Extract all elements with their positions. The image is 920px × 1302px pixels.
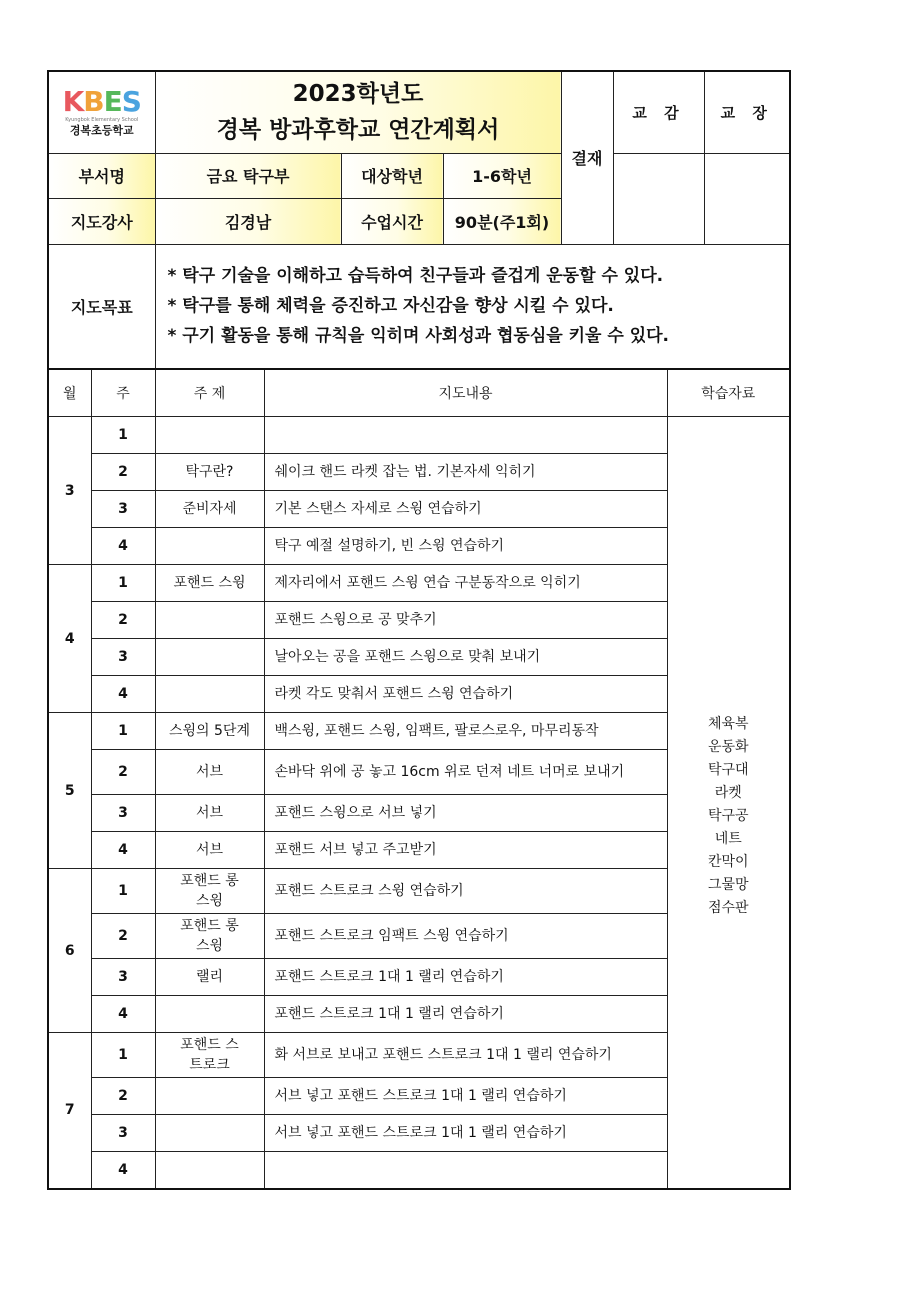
schedule-header-row [48,369,790,417]
goals-list [155,244,790,369]
content-cell: 백스윙, 포핸드 스윙, 임팩트, 팔로스로우, 마무리동작 [264,713,667,750]
content-cell: 손바닥 위에 공 놓고 16cm 위로 던져 네트 너머로 보내기 [264,750,667,795]
topic-cell: 준비자세 [155,491,264,528]
material-item: 운동화 [707,738,749,755]
content-cell: 서브 넣고 포핸드 스트로크 1대 1 랠리 연습하기 [264,1078,667,1115]
goal-item: * 구기 활동을 통해 규칙을 익히며 사회성과 협동심을 키울 수 있다. [167,326,670,347]
topic-cell: 포핸드 롱 스윙 [155,869,264,914]
month-cell: 5 [48,713,91,869]
grade-value: 1-6학년 [443,153,561,198]
material-item: 점수판 [707,899,749,916]
topic-cell [155,602,264,639]
signature-box-vice-principal[interactable] [613,153,704,244]
schedule-table [47,368,791,1190]
school-logo [48,71,155,153]
content-cell: 라켓 각도 맞춰서 포핸드 스윙 연습하기 [264,676,667,713]
content-cell: 포핸드 스트로크 임팩트 스윙 연습하기 [264,914,667,959]
class-time-label: 수업시간 [341,198,443,244]
content-cell [264,1152,667,1189]
content-cell: 서브 넣고 포핸드 스트로크 1대 1 랠리 연습하기 [264,1115,667,1152]
content-cell: 포핸드 스윙으로 서브 넣기 [264,795,667,832]
material-item: 체육복 [707,715,749,732]
topic-cell [155,639,264,676]
table-row [48,417,790,454]
material-item: 네트 [714,830,742,847]
week-cell: 3 [91,491,155,528]
content-cell: 포핸드 스트로크 1대 1 랠리 연습하기 [264,996,667,1033]
topic-cell: 서브 [155,750,264,795]
instructor-label: 지도강사 [48,198,155,244]
week-cell: 4 [91,1152,155,1189]
topic-cell: 포핸드 스트로크 [155,1033,264,1078]
column-header-month: 월 [48,369,91,417]
topic-cell: 서브 [155,832,264,869]
materials-cell [667,417,790,1189]
goal-item: * 탁구를 통해 체력을 증진하고 자신감을 향상 시킬 수 있다. [167,296,614,317]
month-cell: 3 [48,417,91,565]
week-cell: 2 [91,914,155,959]
column-header-materials: 학습자료 [667,369,790,417]
week-cell: 4 [91,528,155,565]
week-cell: 1 [91,1033,155,1078]
week-cell: 1 [91,713,155,750]
header-table [47,70,791,370]
month-cell: 7 [48,1033,91,1189]
material-item: 탁구대 [707,761,749,778]
topic-cell [155,528,264,565]
instructor-value: 김경남 [155,198,341,244]
week-cell: 3 [91,1115,155,1152]
topic-cell: 탁구란? [155,454,264,491]
content-cell: 기본 스탠스 자세로 스윙 연습하기 [264,491,667,528]
content-cell: 날아오는 공을 포핸드 스윙으로 맞춰 보내기 [264,639,667,676]
approver-vice-principal: 교 감 [613,71,704,153]
week-cell: 3 [91,639,155,676]
topic-cell: 랠리 [155,959,264,996]
week-cell: 3 [91,795,155,832]
goal-item: * 탁구 기술을 이해하고 습득하여 친구들과 즐겁게 운동할 수 있다. [167,266,664,287]
column-header-week: 주 [91,369,155,417]
week-cell: 2 [91,454,155,491]
topic-cell [155,676,264,713]
week-cell: 1 [91,869,155,914]
topic-cell [155,1115,264,1152]
material-item: 칸막이 [707,853,749,870]
content-cell [264,417,667,454]
content-cell: 쉐이크 핸드 라켓 잡는 법. 기본자세 익히기 [264,454,667,491]
class-time-value: 90분(주1회) [443,198,561,244]
week-cell: 2 [91,1078,155,1115]
topic-cell [155,1078,264,1115]
logo-korean-name: 경복초등학교 [69,123,134,137]
week-cell: 4 [91,676,155,713]
month-cell: 4 [48,565,91,713]
department-value: 금요 탁구부 [155,153,341,198]
topic-cell [155,996,264,1033]
week-cell: 3 [91,959,155,996]
topic-cell [155,1152,264,1189]
content-cell: 포핸드 스윙으로 공 맞추기 [264,602,667,639]
topic-cell [155,417,264,454]
content-cell: 제자리에서 포핸드 스윙 연습 구분동작으로 익히기 [264,565,667,602]
content-cell: 탁구 예절 설명하기, 빈 스윙 연습하기 [264,528,667,565]
column-header-topic: 주 제 [155,369,264,417]
logo-wordmark: KBES [62,84,141,118]
topic-cell: 서브 [155,795,264,832]
column-header-content: 지도내용 [264,369,667,417]
signature-box-principal[interactable] [704,153,790,244]
material-item: 탁구공 [707,807,749,824]
week-cell: 4 [91,832,155,869]
content-cell: 포핸드 스트로크 1대 1 랠리 연습하기 [264,959,667,996]
content-cell: 포핸드 스트로크 스윙 연습하기 [264,869,667,914]
material-item: 그물망 [707,876,749,893]
approval-label: 결재 [561,71,613,244]
week-cell: 1 [91,417,155,454]
title-year: 2023학년도 [292,81,424,108]
page-title [155,71,561,153]
month-cell: 6 [48,869,91,1033]
week-cell: 2 [91,750,155,795]
material-item: 라켓 [714,784,742,801]
topic-cell: 포핸드 롱 스윙 [155,914,264,959]
approver-principal: 교 장 [704,71,790,153]
logo-subtitle: Kyungbok Elementary School [65,116,139,123]
goals-label: 지도목표 [48,244,155,369]
content-cell: 포핸드 서브 넣고 주고받기 [264,832,667,869]
grade-label: 대상학년 [341,153,443,198]
topic-cell: 포핸드 스윙 [155,565,264,602]
content-cell: 화 서브로 보내고 포핸드 스트로크 1대 1 랠리 연습하기 [264,1033,667,1078]
week-cell: 1 [91,565,155,602]
department-label: 부서명 [48,153,155,198]
week-cell: 4 [91,996,155,1033]
title-main: 경복 방과후학교 연간계획서 [216,117,500,144]
annual-plan-document [47,70,789,1190]
week-cell: 2 [91,602,155,639]
topic-cell: 스윙의 5단계 [155,713,264,750]
